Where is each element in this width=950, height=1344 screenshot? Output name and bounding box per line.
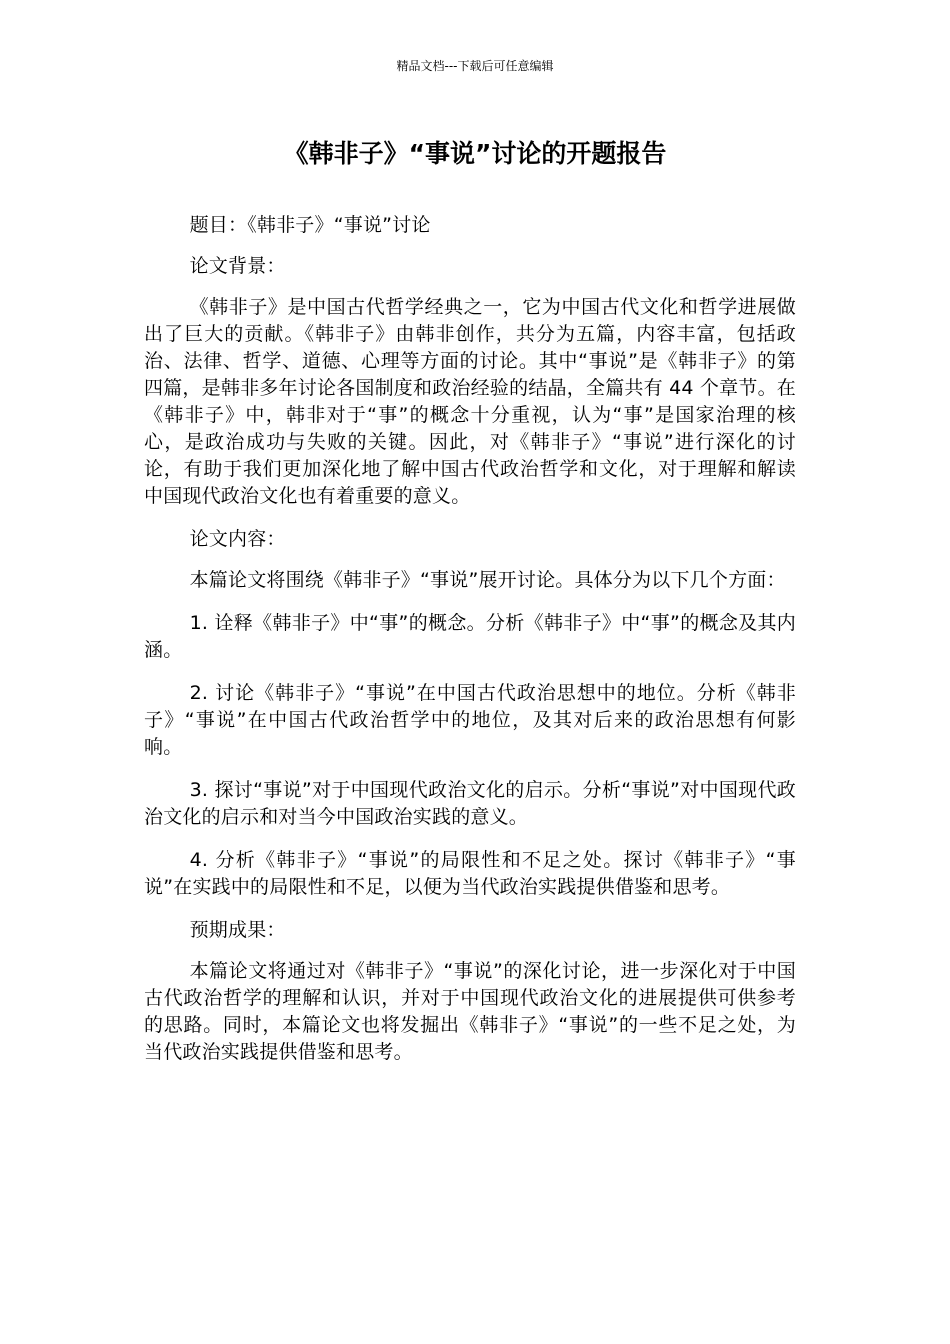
header-note: 精品文档---下载后可任意编辑 (396, 59, 554, 73)
results-label: 预期成果： (189, 919, 286, 941)
background-paragraph: 《韩非子》是中国古代哲学经典之一，它为中国古代文化和哲学进展做出了巨大的贡献。《韩非子》由韩非创作，共分为五篇，内容丰富，包括政治、法律、哲学、道德、心理等方面的讨论。其中“事说”是《韩非子》的第四篇，是韩非多年讨论各国制度和政治经验的结晶，全篇共有 44 个章节。在《韩非子》中，韩非对于“事”的概念十分重视，认为“事”是国家治理的核心，是政治成功与失败的关键。因此，对《韩非子》“事说”进行深化的讨论，有助于我们更加深化地了解中国古代政治哲学和文化，对于理解和解读中国现代政治文化也有着重要的意义。 (144, 296, 796, 507)
results-paragraph: 本篇论文将通过对《韩非子》“事说”的深化讨论，进一步深化对于中国古代政治哲学的理解和认识，并对于中国现代政治文化的进展提供可供参考的思路。同时，本篇论文也将发掘出《韩非子》“事说”的一些不足之处，为当代政治实践提供借鉴和思考。 (144, 960, 796, 1063)
content-item-3: 3. 探讨“事说”对于中国现代政治文化的启示。分析“事说”对中国现代政治文化的启示和对当今中国政治实践的意义。 (144, 779, 796, 828)
document-body (144, 212, 796, 1082)
content-item-2: 2. 讨论《韩非子》“事说”在中国古代政治思想中的地位。分析《韩非子》“事说”在中国古代政治哲学中的地位，及其对后来的政治思想有何影响。 (144, 682, 796, 758)
document-title: 《韩非子》“事说”讨论的开题报告 (283, 139, 667, 168)
content-item-4: 4. 分析《韩非子》“事说”的局限性和不足之处。探讨《韩非子》“事说”在实践中的局限性和不足，以便为当代政治实践提供借鉴和思考。 (144, 849, 796, 898)
background-label: 论文背景： (189, 255, 286, 277)
topic-line: 题目：《韩非子》“事说”讨论 (189, 214, 431, 236)
content-item-1: 1. 诠释《韩非子》中“事”的概念。分析《韩非子》中“事”的概念及其内涵。 (144, 612, 796, 661)
content-label: 论文内容： (189, 528, 286, 550)
content-intro-paragraph: 本篇论文将围绕《韩非子》“事说”展开讨论。具体分为以下几个方面： (189, 569, 786, 591)
